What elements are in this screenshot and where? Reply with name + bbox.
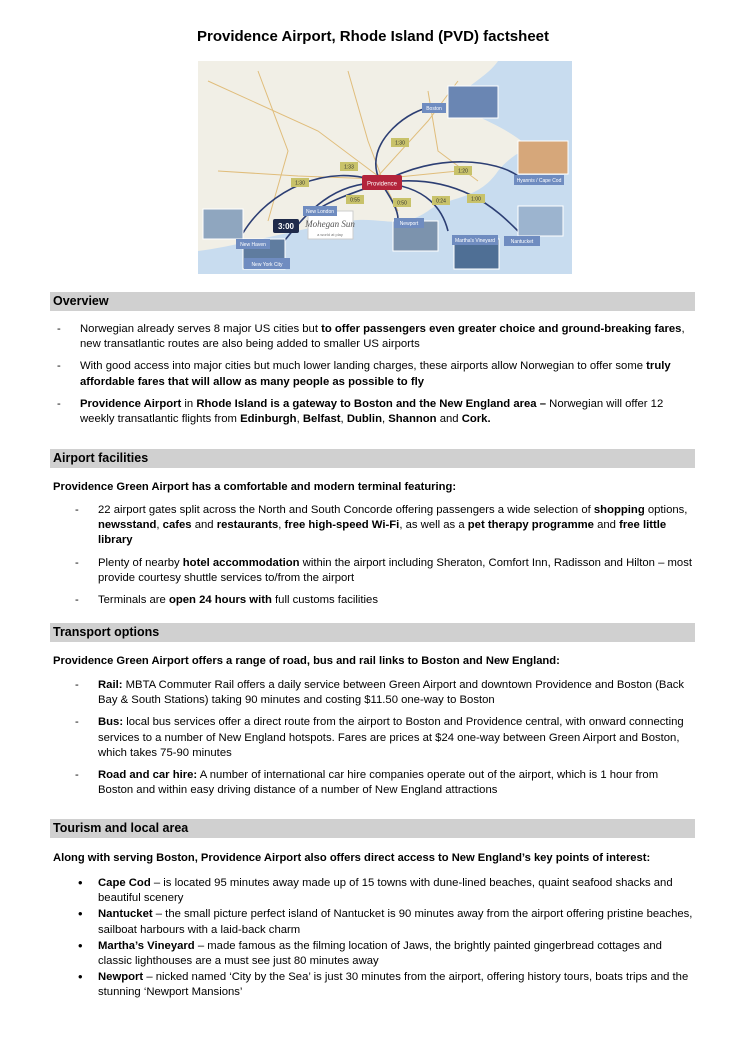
text-run: restaurants [216, 519, 279, 532]
nantucket-photo [518, 206, 563, 236]
text-run: A number of international car hire companies operate out of the airport, which is 1 hour from Boston and within easy driving distance of a number of New England attractions [98, 769, 659, 797]
bullet-marker: • [78, 875, 83, 890]
text-run: Rail: [98, 679, 123, 691]
text-run: within the airport including Sheraton, Comfort Inn, Radisson and Hilton – most provide courtesy shuttle services to/from the airport [98, 556, 692, 584]
place-label-newport: Newport [399, 221, 419, 227]
text-run: Plenty of nearby [98, 556, 183, 569]
text-run: , [340, 413, 347, 426]
text-run: MBTA Commuter Rail offers a daily service between Green Airport and downtown Providence and Boston (Back Bay & South Stations) taking 90 minutes and costing $11.50 one-way to Boston [98, 679, 685, 707]
text-run: Dublin [346, 413, 382, 426]
text-run: , [156, 519, 163, 532]
list-item [78, 969, 694, 1000]
new-haven-photo [203, 209, 243, 239]
route-map [198, 61, 572, 274]
text-run: Martha’s Vineyard [98, 939, 195, 952]
time-badge-cape-cod: 1:20 [458, 168, 468, 175]
mohegan-sun-tagline: a world at play [317, 232, 343, 237]
list-item [78, 937, 694, 969]
text-run: in [181, 397, 197, 410]
hub-label: Providence [366, 181, 398, 188]
list-item [75, 556, 694, 586]
bullet-marker: • [78, 969, 83, 985]
list-item [78, 875, 694, 906]
transport-list [75, 678, 694, 805]
dash-marker: - [57, 360, 61, 373]
text-run: Belfast [302, 413, 341, 426]
list-item [75, 678, 694, 708]
place-label-new-london: New London [305, 209, 335, 215]
dash-marker: - [75, 556, 79, 569]
boston-photo [448, 86, 498, 118]
tourism-list [78, 875, 694, 1002]
text-run: Bus: [98, 716, 124, 729]
time-badge-nyc: 3:00 [277, 222, 295, 231]
text-run: options, [644, 504, 688, 516]
dash-marker: - [75, 716, 79, 729]
list-item [75, 593, 694, 608]
bullet-marker: • [78, 906, 83, 922]
text-run: Cape Cod [98, 877, 151, 889]
text-run: Cork. [461, 413, 491, 426]
text-run: truly affordable fares that will allow as many people as possible to fly [80, 360, 671, 388]
text-run: With good access into major cities but much lower landing charges, these airports allow Norwegian to offer some [80, 360, 647, 373]
text-run: Norwegian already serves 8 major US cities but [80, 323, 322, 335]
place-label-marthas-vineyard: Martha's Vineyard [454, 238, 496, 244]
text-run: local bus services offer a direct route from the airport to Boston and Providence central, with onward connecting services to a number of New England hotspots. Fares are prices at $24 one-way between Green Airport and Boston, which takes 75-90 minutes [98, 716, 684, 759]
place-label-boston: Boston [426, 106, 442, 112]
text-run: Norwegian will offer 12 weekly transatlantic flights from [80, 397, 664, 426]
text-run: , [296, 413, 303, 426]
text-run: – made famous as the filming location of Jaws, the brightly painted gingerbread cottages and classic lighthouses are a must see just 80 minutes away [98, 939, 662, 968]
text-run: Edinburgh [240, 413, 297, 426]
text-run: to offer passengers even greater choice and ground-breaking fares [321, 323, 682, 335]
text-run: open 24 hours with [168, 594, 272, 607]
dash-marker: - [75, 594, 79, 607]
dash-marker: - [57, 323, 61, 335]
text-run: Rhode Island is a gateway to Boston and the New England area – [196, 397, 547, 410]
time-badge-marthas-vineyard: 0:24 [436, 198, 446, 205]
text-run: , [381, 413, 389, 426]
text-run: , as well as a [399, 519, 468, 532]
text-run: shopping [593, 504, 645, 516]
text-run: and [191, 519, 217, 532]
text-run: free high-speed Wi-Fi [284, 519, 400, 532]
text-run: Nantucket [98, 908, 153, 921]
transport-intro: Providence Green Airport offers a range of road, bus and rail links to Boston and New England: [53, 655, 560, 667]
text-run: Terminals are [98, 594, 169, 607]
text-run: Road and car hire: [98, 769, 198, 782]
time-badge-boston: 1:30 [395, 140, 405, 147]
facilities-list [75, 503, 694, 615]
list-item [75, 503, 694, 549]
list-item [78, 906, 694, 937]
text-run: , new transatlantic routes are also being added to smaller US airports [80, 323, 685, 351]
list-item [75, 715, 694, 761]
overview-list [57, 322, 694, 434]
time-badge-newport: 0:50 [397, 200, 407, 207]
text-run: free little library [98, 519, 667, 547]
text-run: Shannon [388, 413, 437, 426]
time-badge-new-london: 0:55 [350, 197, 360, 204]
text-run: and [436, 413, 462, 426]
text-run: – the small picture perfect island of Nantucket is 90 minutes away from the airport offering pristine beaches, sailboat harbours with a laid-back charm [98, 908, 693, 936]
page-title: Providence Airport, Rhode Island (PVD) factsheet [196, 28, 549, 45]
place-label-cape-cod: Hyannis / Cape Cod [516, 178, 562, 184]
dash-marker: - [75, 504, 79, 516]
dash-marker: - [57, 397, 61, 410]
tourism-heading: Tourism and local area [50, 819, 695, 838]
text-run: 22 airport gates split across the North and South Concorde offering passengers a wide selection of [98, 504, 594, 516]
overview-heading: Overview [50, 292, 695, 311]
facilities-intro: Providence Green Airport has a comfortable and modern terminal featuring: [53, 481, 457, 493]
route-map-graphic [198, 61, 572, 274]
list-item [57, 359, 694, 389]
transport-heading: Transport options [50, 623, 695, 642]
text-run: Providence Airport [80, 397, 182, 410]
place-label-new-haven: New Haven [240, 242, 266, 248]
text-run: newsstand [98, 519, 157, 532]
time-badge-nantucket: 1:00 [471, 196, 481, 203]
place-label-new-york-city: New York City [251, 262, 283, 268]
text-run: and [593, 519, 620, 532]
list-item [57, 322, 694, 352]
time-badge-new-haven: 1:30 [295, 180, 305, 187]
time-badge-inland: 1:33 [344, 164, 354, 171]
list-item [75, 768, 694, 798]
text-run: full customs facilities [271, 594, 378, 607]
facilities-heading: Airport facilities [50, 449, 695, 468]
dash-marker: - [75, 679, 79, 691]
mohegan-sun-logo: Mohegan Sun [305, 219, 355, 229]
text-run: cafes [162, 519, 192, 532]
bullet-marker: • [78, 937, 83, 953]
text-run: pet therapy programme [467, 519, 594, 532]
text-run: – nicked named ‘City by the Sea’ is just 30 minutes from the airport, offering history tours, boats trips and the stunning ‘Newport Mansions’ [98, 971, 689, 999]
tourism-intro: Along with serving Boston, Providence Airport also offers direct access to New England’s key points of interest: [53, 852, 651, 864]
text-run: – is located 95 minutes away made up of 15 towns with dune-lined beaches, quaint seafood shacks and beautiful scenery [98, 877, 673, 905]
dash-marker: - [75, 769, 79, 782]
text-run: Newport [98, 971, 144, 984]
place-label-nantucket: Nantucket [510, 239, 534, 245]
text-run: , [278, 519, 285, 532]
list-item [57, 397, 694, 427]
text-run: hotel accommodation [182, 556, 300, 569]
cape-cod-photo [518, 141, 568, 174]
